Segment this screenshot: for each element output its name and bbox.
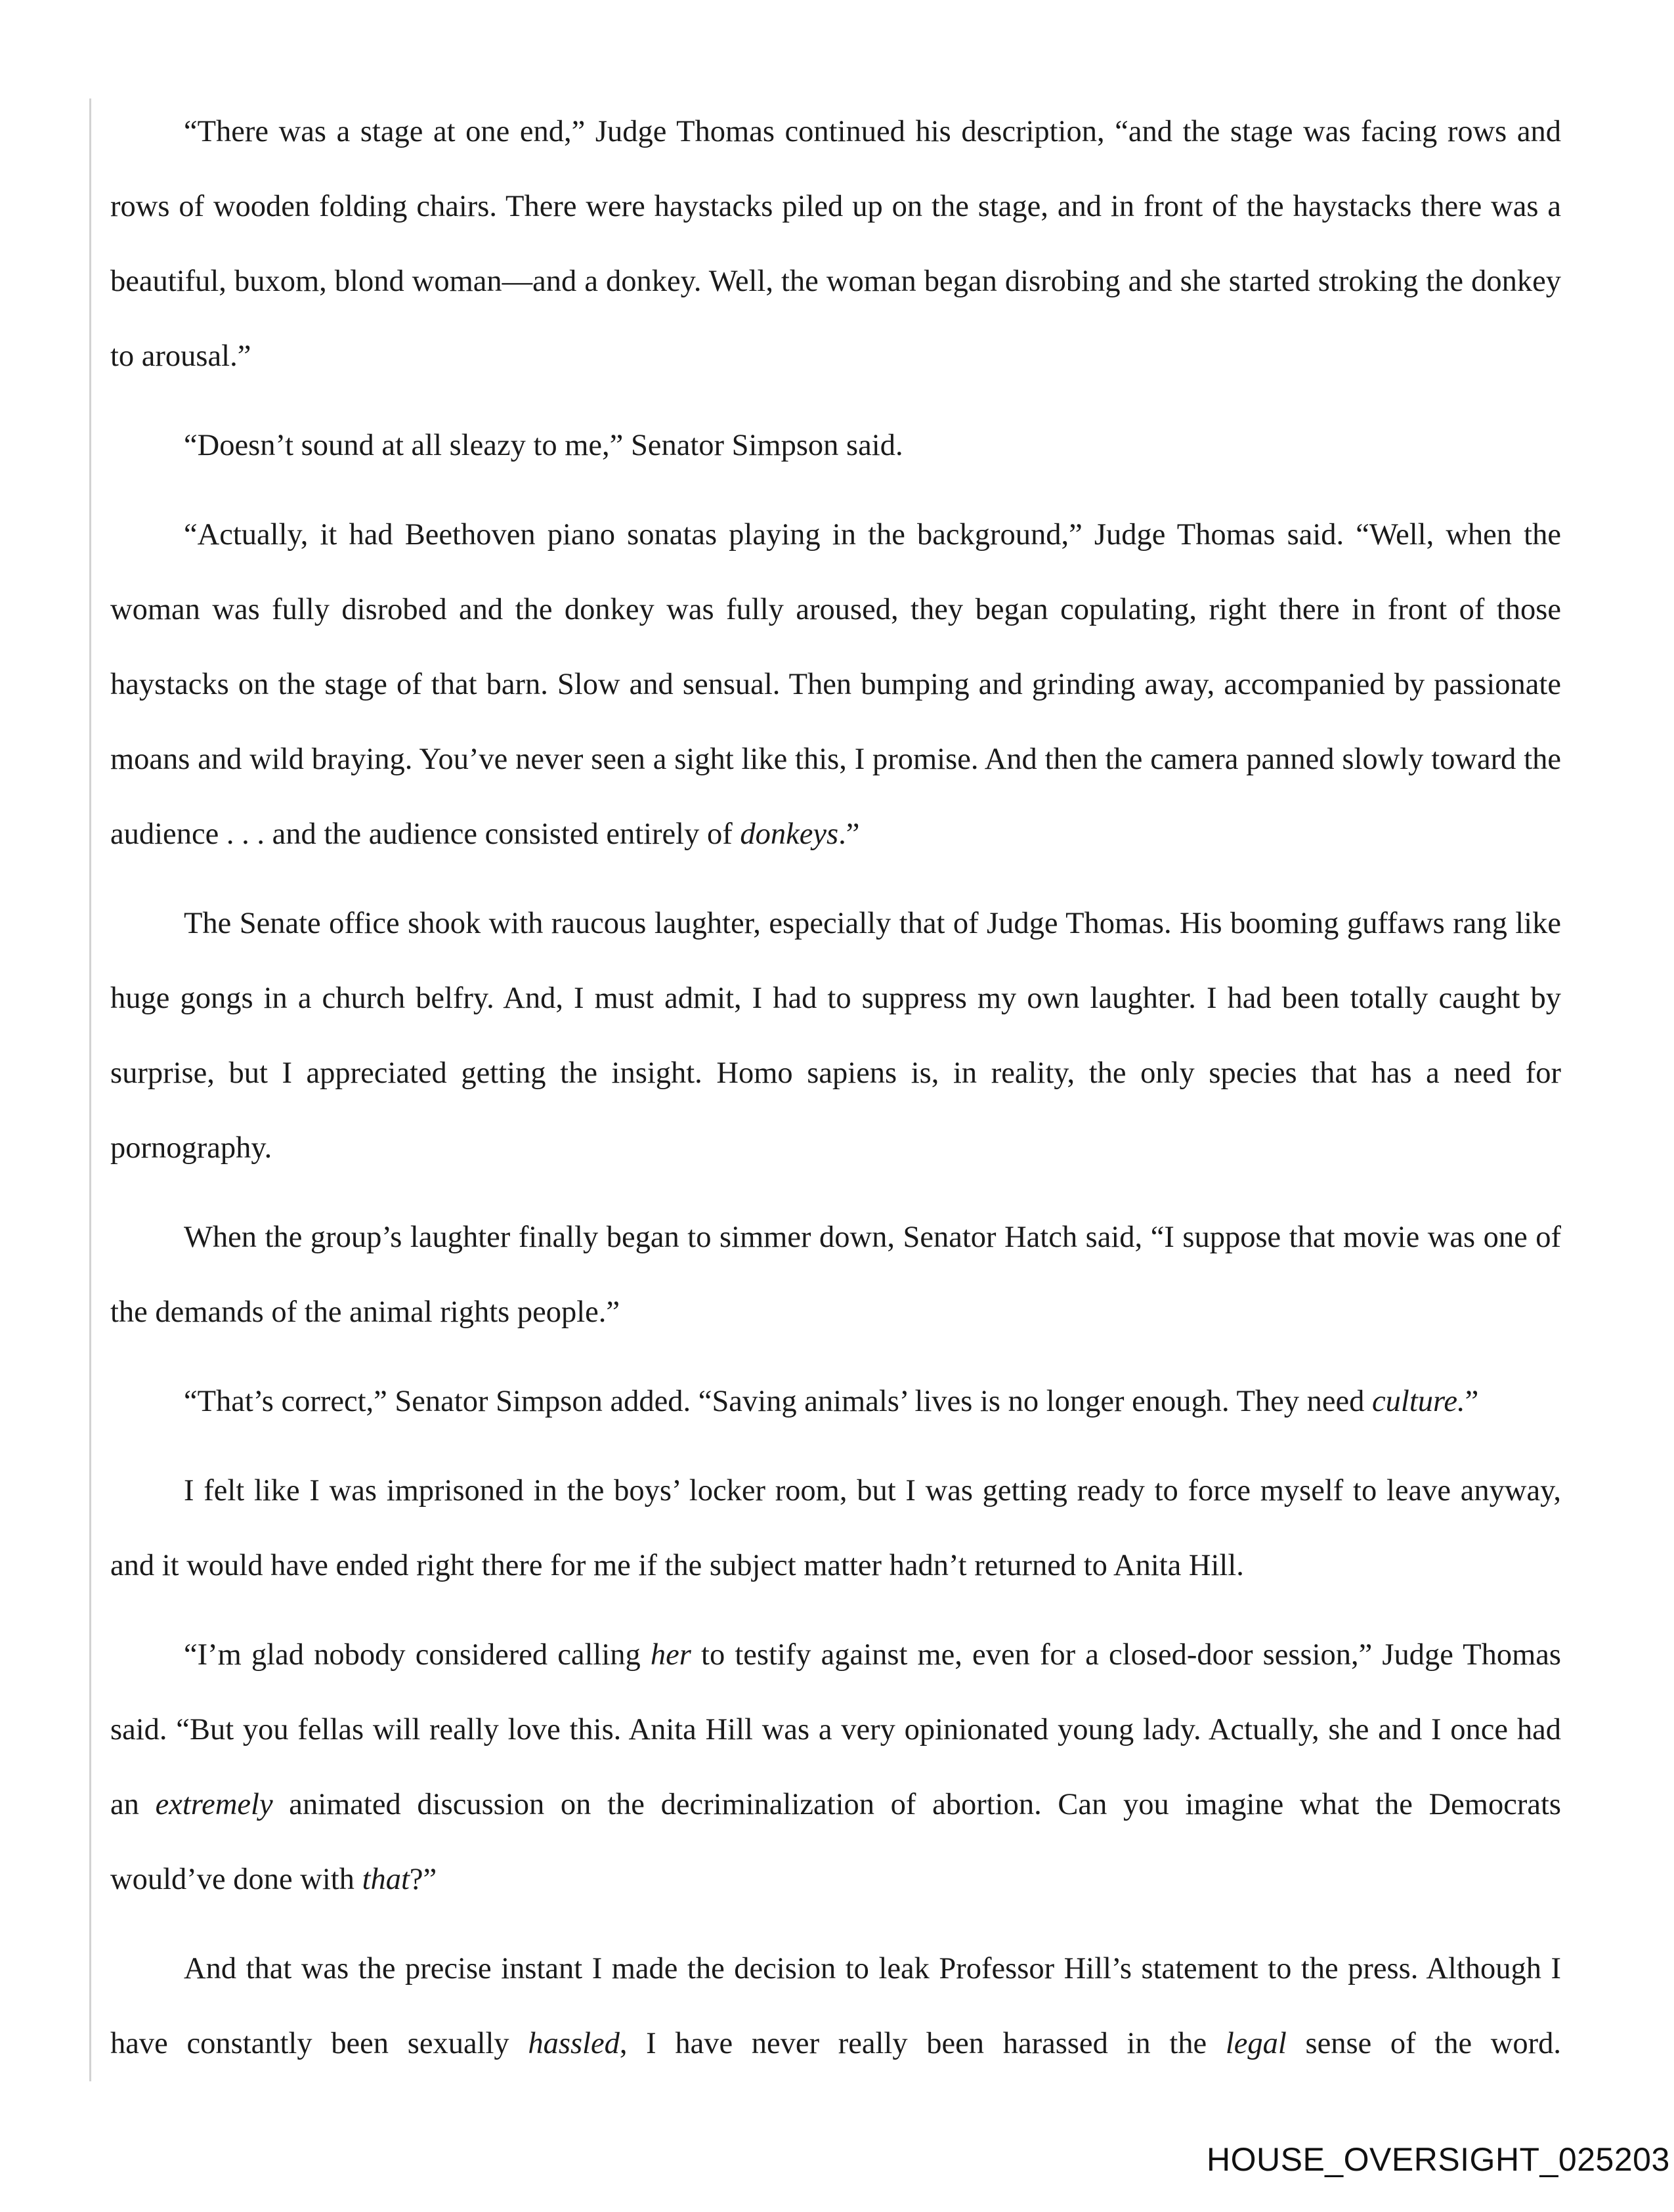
- text-segment: ?”: [409, 1863, 437, 1896]
- text-segment: When the group’s laughter finally began to simmer down, Senator Hatch said, “I suppose that movie was one of the demands of the animal rights people.”: [110, 1221, 1561, 1329]
- text-segment: And that was the precise instant I made the decision to leak Professor Hill’s statement to the press. Although I have constantly been sexually: [110, 1952, 1561, 2060]
- italic-text-segment: legal: [1225, 2027, 1287, 2060]
- paragraph: [110, 1454, 1561, 1603]
- body-text: [110, 95, 1561, 2096]
- text-segment: .”: [838, 817, 860, 851]
- paragraph: [110, 408, 1561, 483]
- italic-text-segment: donkeys: [740, 817, 839, 851]
- italic-text-segment: her: [650, 1638, 691, 1672]
- text-segment: , I have never really been harassed in the: [619, 2027, 1226, 2060]
- paragraph: [110, 886, 1561, 1186]
- italic-text-segment: that: [362, 1863, 410, 1896]
- text-segment: animated discussion on the decriminalization of abortion. Can you imagine what the Democrats would’ve done with: [110, 1788, 1561, 1896]
- paragraph: [110, 1618, 1561, 1917]
- text-segment: The Senate office shook with raucous laughter, especially that of Judge Thomas. His booming guffaws rang like huge gongs in a church belfry. And, I must admit, I had to suppress my own laughter. I had been totally caught by surprise, but I appreciated getting the insight. Homo sapiens is, in reality, the only species that has a need for pornography.: [110, 907, 1561, 1165]
- paragraph: [110, 1932, 1561, 2081]
- text-segment: “There was a stage at one end,” Judge Thomas continued his description, “and the stage was facing rows and rows of wooden folding chairs. There were haystacks piled up on the stage, and in front of the haystacks there was a beautiful, buxom, blond woman—and a donkey. Well, the woman began disrobing and she started stroking the donkey to arousal.”: [110, 115, 1561, 373]
- bates-number: HOUSE_OVERSIGHT_025203: [1207, 2141, 1670, 2178]
- text-segment: “Actually, it had Beethoven piano sonatas playing in the background,” Judge Thomas said. “Well, when the woman was fully disrobed and the donkey was fully aroused, they began copulating, right there in front of those haystacks on the stage of that barn. Slow and sensual. Then bumping and grinding away, accompanied by passionate moans and wild braying. You’ve never seen a sight like this, I promise. And then the camera panned slowly toward the audience . . . and the audience consisted entirely of: [110, 518, 1561, 851]
- text-segment: “Doesn’t sound at all sleazy to me,” Senator Simpson said.: [184, 429, 903, 462]
- italic-text-segment: culture.: [1372, 1385, 1465, 1418]
- margin-rule: [89, 98, 91, 2081]
- text-segment: I felt like I was imprisoned in the boys’ locker room, but I was getting ready to force myself to leave anyway, and it would have ended right there for me if the subject matter hadn’t returned to Anita Hill.: [110, 1474, 1561, 1582]
- paragraph: [110, 1364, 1561, 1439]
- text-segment: sense of the word.: [1286, 2027, 1561, 2060]
- text-segment: “I’m glad nobody considered calling: [184, 1638, 651, 1672]
- paragraph: [110, 95, 1561, 394]
- text-segment: ”: [1465, 1385, 1479, 1418]
- paragraph: [110, 498, 1561, 872]
- italic-text-segment: extremely: [155, 1788, 273, 1821]
- text-segment: to testify against me, even for a closed-door session,” Judge Thomas said. “But you fellas will really love this. Anita Hill was a very opinionated young lady. Actually, she and I once had an: [110, 1638, 1561, 1821]
- italic-text-segment: hassled: [528, 2027, 620, 2060]
- paragraph: [110, 1200, 1561, 1350]
- text-segment: “That’s correct,” Senator Simpson added. “Saving animals’ lives is no longer enough. They need: [184, 1385, 1373, 1418]
